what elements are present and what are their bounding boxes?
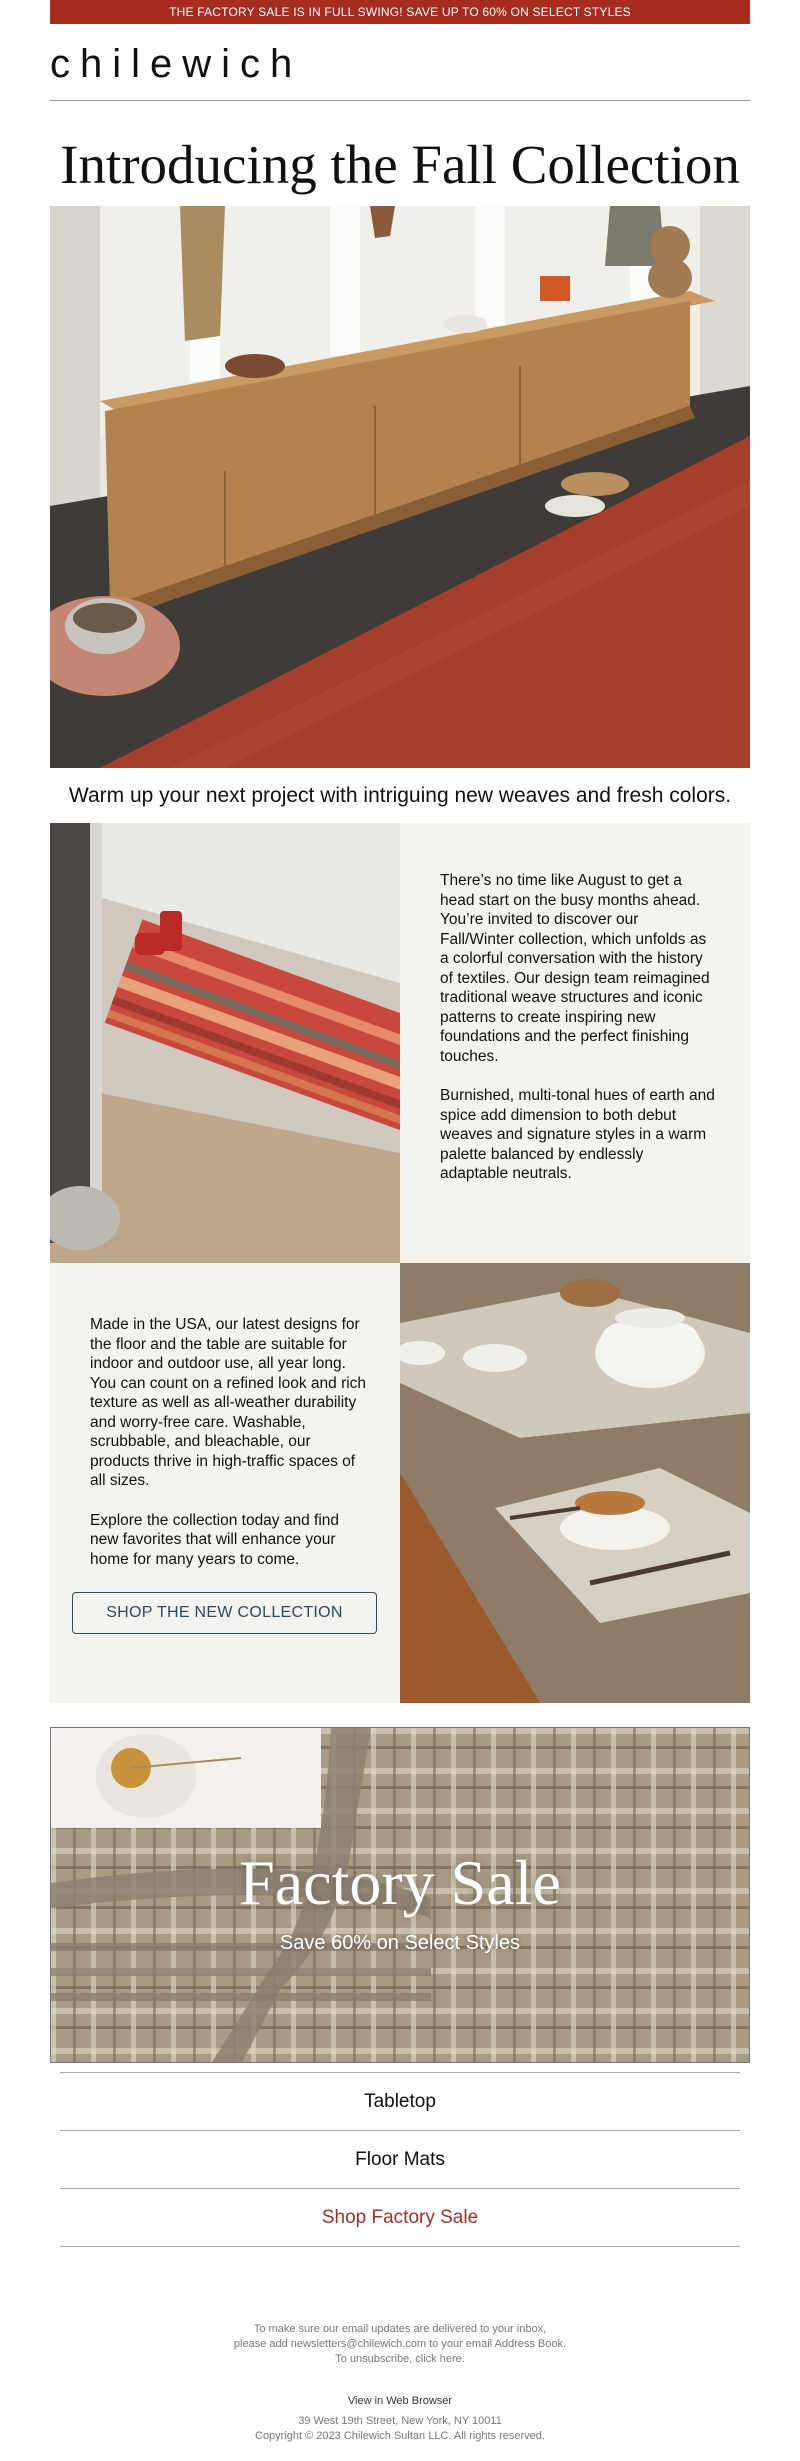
hero-illustration xyxy=(50,206,750,768)
tabletop-illustration xyxy=(400,1263,750,1703)
details-paragraph-2: Explore the collection today and find new favorites that will enhance your home for many years to come. xyxy=(90,1511,340,1568)
doormat-illustration xyxy=(50,823,400,1263)
copyright-text: Copyright © 2023 Chilewich Sultan LLC. All rights reserved. xyxy=(255,2430,545,2442)
intro-paragraph-1: There’s no time like August to get a head start on the busy months ahead. You’re invited to discover our Fall/Winter collection, which unfolds as a colorful conversation with the history of textiles. Our design team reimagined traditional weave structures and iconic patterns to create inspiring new foundations and the perfect finishing touches. xyxy=(440,872,710,1065)
promo-banner-text: THE FACTORY SALE IS IN FULL SWING! SAVE UP TO 60% ON SELECT STYLES xyxy=(169,5,631,19)
nav-link-floor-mats[interactable]: Floor Mats xyxy=(60,2130,740,2188)
factory-sale-subtitle: Save 60% on Select Styles xyxy=(279,1932,521,1954)
factory-sale-banner[interactable] xyxy=(50,1727,750,2063)
hero-image[interactable] xyxy=(50,206,750,768)
promo-banner[interactable] xyxy=(50,0,750,24)
nav-link-factory-sale[interactable]: Shop Factory Sale xyxy=(60,2188,740,2247)
deliverability-note-2: please add newsletters@chilewich.com to your email Address Book. xyxy=(233,2338,567,2350)
details-paragraph-1: Made in the USA, our latest designs for the floor and the table are suitable for indoor and outdoor use, all year long. You can count on a refined look and rich texture as well as all-weather durability and worry-free care. Washable, scrubbable, and bleachable, our products thrive in high-traffic spaces of all sizes. xyxy=(90,1316,367,1489)
view-in-browser-link[interactable]: View in Web Browser xyxy=(347,2395,453,2407)
details-text-panel xyxy=(50,1263,400,1703)
nav-link-tabletop[interactable]: Tabletop xyxy=(60,2072,740,2130)
brand-logo[interactable]: chilewich xyxy=(50,42,303,86)
footer-nav xyxy=(60,2072,740,2247)
deliverability-note-1: To make sure our email updates are delivered to your inbox, xyxy=(253,2323,547,2335)
hero-subline: Warm up your next project with intriguing new weaves and fresh colors. xyxy=(68,784,732,807)
header xyxy=(50,24,750,101)
company-address: 39 West 19th Street, New York, NY 10011 xyxy=(298,2415,502,2427)
doormat-image[interactable] xyxy=(50,823,400,1263)
unsubscribe-link[interactable]: To unsubscribe, click here. xyxy=(335,2353,465,2365)
factory-sale-title: Factory Sale xyxy=(239,1847,561,1918)
shop-new-collection-button[interactable]: SHOP THE NEW COLLECTION xyxy=(72,1592,377,1634)
intro-text-panel xyxy=(400,823,750,1263)
details-text xyxy=(90,1315,370,1589)
page-title: Introducing the Fall Collection xyxy=(60,134,740,195)
tabletop-image[interactable] xyxy=(400,1263,750,1703)
intro-text xyxy=(440,871,715,1204)
intro-paragraph-2: Burnished, multi-tonal hues of earth and spice add dimension to both debut weaves and signature styles in a warm palette balanced by endlessly adaptable neutrals. xyxy=(440,1087,715,1182)
